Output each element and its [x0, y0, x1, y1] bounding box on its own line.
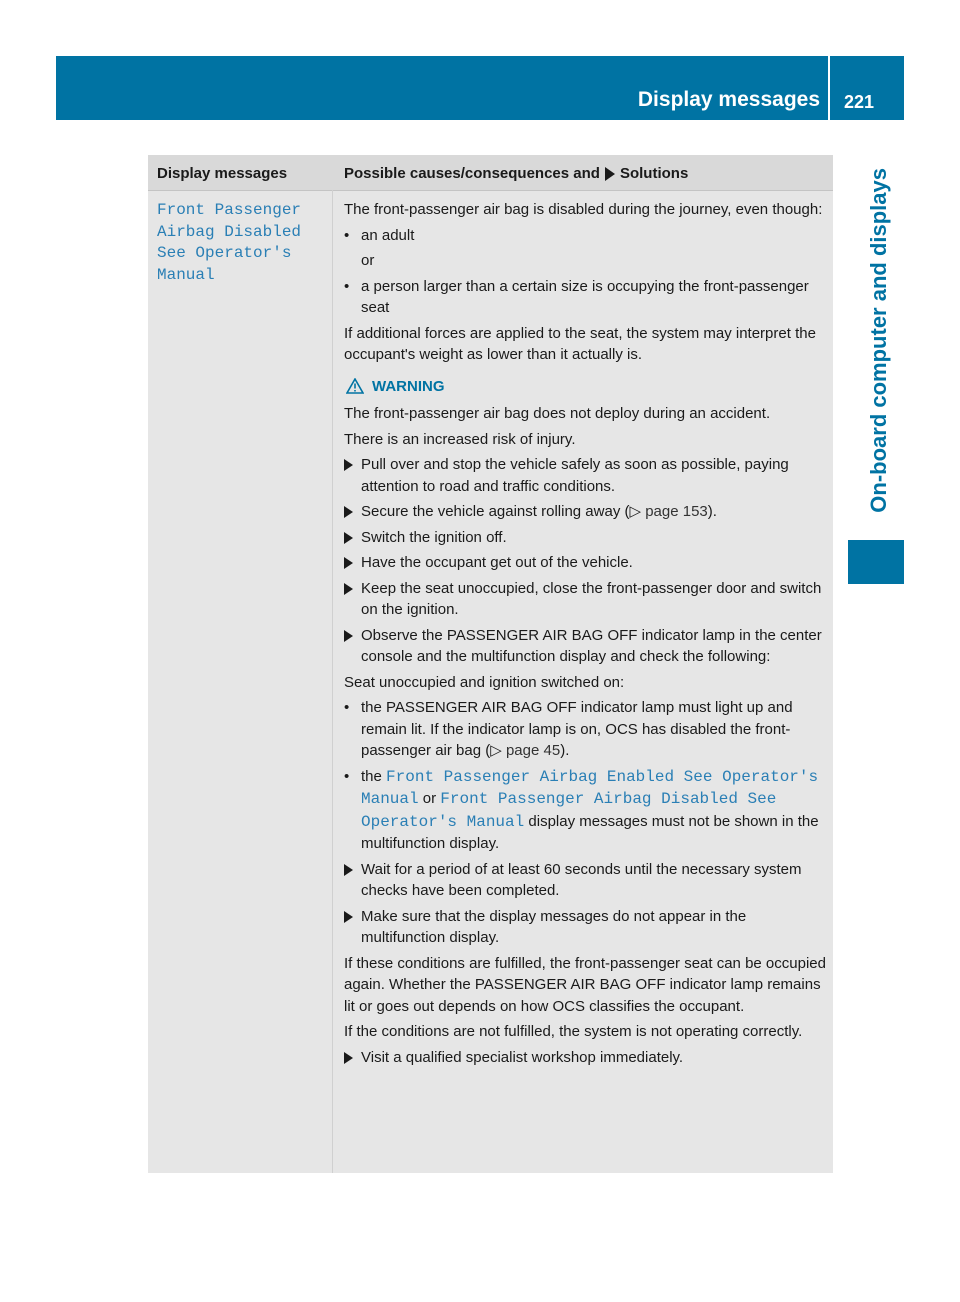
bullet-icon: •: [344, 277, 350, 295]
header-divider: [828, 56, 830, 120]
step-arrow-icon: [344, 583, 353, 595]
list-item-text: the PASSENGER AIR BAG OFF indicator lamp must light up and remain lit. If the indicator lamp is on, OCS has disabled the front-passenger air bag (: [361, 699, 793, 759]
step-arrow-icon: [344, 630, 353, 642]
warning-triangle-icon: [346, 378, 364, 394]
conditions-fulfilled-text: If these conditions are fulfilled, the front-passenger seat can be occupied again. Whether the PASSENGER AIR BAG OFF indicator lamp remains lit or goes out depends on how OCS classifies the occupant.: [344, 954, 826, 1015]
list-item: [344, 766, 828, 855]
display-message-code-inline: Front Passenger Airbag Enabled See Operator's Manual: [361, 767, 819, 808]
page-reference-link[interactable]: page 45: [505, 742, 561, 759]
page-reference-link[interactable]: page 153: [645, 503, 708, 520]
table-header: [148, 155, 833, 191]
triangle-arrow-icon: [605, 167, 615, 181]
list-item-text: a person larger than a certain size is occupying the front-passenger seat: [361, 277, 809, 316]
action-step: [344, 552, 828, 574]
causes-solutions-cell: [344, 199, 828, 1072]
warning-text-2: There is an increased risk of injury.: [344, 430, 576, 448]
list-item: [344, 697, 828, 762]
column-header-solutions-text: Solutions: [619, 165, 689, 182]
display-messages-table: [148, 155, 833, 1173]
display-message-code: Front Passenger Airbag Disabled See Operator's Manual: [157, 201, 302, 284]
action-step: [344, 527, 828, 549]
action-step: [344, 625, 828, 668]
seat-unoccupied-text: Seat unoccupied and ignition switched on:: [344, 673, 625, 691]
list-item: [344, 225, 828, 247]
or-text: or: [361, 252, 375, 269]
bullet-icon: •: [344, 699, 350, 716]
page-ref-arrow-icon: ▷: [629, 503, 642, 520]
warning-heading: [344, 376, 828, 398]
side-tab-label: On-board computer and displays: [866, 168, 891, 513]
list-item: [344, 276, 828, 319]
column-header-causes-text: Possible causes/consequences and: [344, 165, 600, 182]
bullet-icon: •: [344, 226, 350, 244]
page-ref-arrow-icon: ▷: [490, 742, 502, 759]
bullet-icon: •: [344, 767, 350, 785]
action-step: [344, 501, 828, 523]
column-header-causes: [344, 165, 688, 182]
step-arrow-icon: [344, 532, 353, 544]
step-arrow-icon: [344, 1052, 353, 1064]
list-item-text: an adult: [361, 226, 415, 244]
action-step: [344, 578, 828, 621]
step-text: Secure the vehicle against rolling away (: [361, 503, 630, 520]
step-arrow-icon: [344, 864, 353, 876]
step-arrow-icon: [344, 506, 353, 518]
page-number: 221: [844, 92, 875, 112]
warning-text-1: The front-passenger air bag does not deploy during an accident.: [344, 405, 771, 422]
step-text: Observe the PASSENGER AIR BAG OFF indicator lamp in the center console and the multifunction display and check the following:: [361, 626, 822, 665]
step-text: Pull over and stop the vehicle safely as soon as possible, paying attention to road and traffic conditions.: [361, 456, 789, 495]
step-arrow-icon: [344, 459, 353, 471]
column-header-display-messages: Display messages: [157, 165, 288, 182]
forces-text: If additional forces are applied to the seat, the system may interpret the occupant's weight as lower than it actually is.: [344, 324, 816, 363]
step-text: Visit a qualified specialist workshop immediately.: [361, 1048, 684, 1066]
step-text: Have the occupant get out of the vehicle.: [361, 554, 633, 571]
list-item-text-end: display messages must not be shown in the multifunction display.: [361, 812, 819, 852]
step-arrow-icon: [344, 911, 353, 923]
intro-text: The front-passenger air bag is disabled during the journey, even though:: [344, 201, 823, 218]
step-arrow-icon: [344, 557, 353, 569]
conditions-not-fulfilled-text: If the conditions are not fulfilled, the system is not operating correctly.: [344, 1023, 803, 1040]
list-item-text-end: ).: [560, 742, 570, 759]
warning-label: WARNING: [372, 377, 445, 395]
column-divider: [332, 190, 333, 1173]
step-text: Keep the seat unoccupied, close the front-passenger door and switch on the ignition.: [361, 579, 822, 618]
action-step: [344, 906, 828, 949]
or-text-inline: or: [422, 790, 437, 807]
step-text: Make sure that the display messages do not appear in the multifunction display.: [361, 907, 747, 946]
page-header: [56, 56, 904, 120]
action-step: [344, 859, 828, 902]
side-tab-marker: [848, 540, 904, 584]
step-text: Wait for a period of at least 60 seconds until the necessary system checks have been completed.: [361, 860, 802, 899]
list-item-text: the: [361, 767, 382, 785]
side-tab: [846, 168, 891, 540]
action-step: [344, 1047, 828, 1069]
header-title: Display messages: [637, 88, 820, 111]
step-text: Switch the ignition off.: [361, 528, 507, 546]
action-step: [344, 454, 828, 497]
display-message-code-inline: Front Passenger Airbag Disabled See Operator's Manual: [361, 790, 777, 831]
step-text-end: ).: [707, 503, 717, 520]
